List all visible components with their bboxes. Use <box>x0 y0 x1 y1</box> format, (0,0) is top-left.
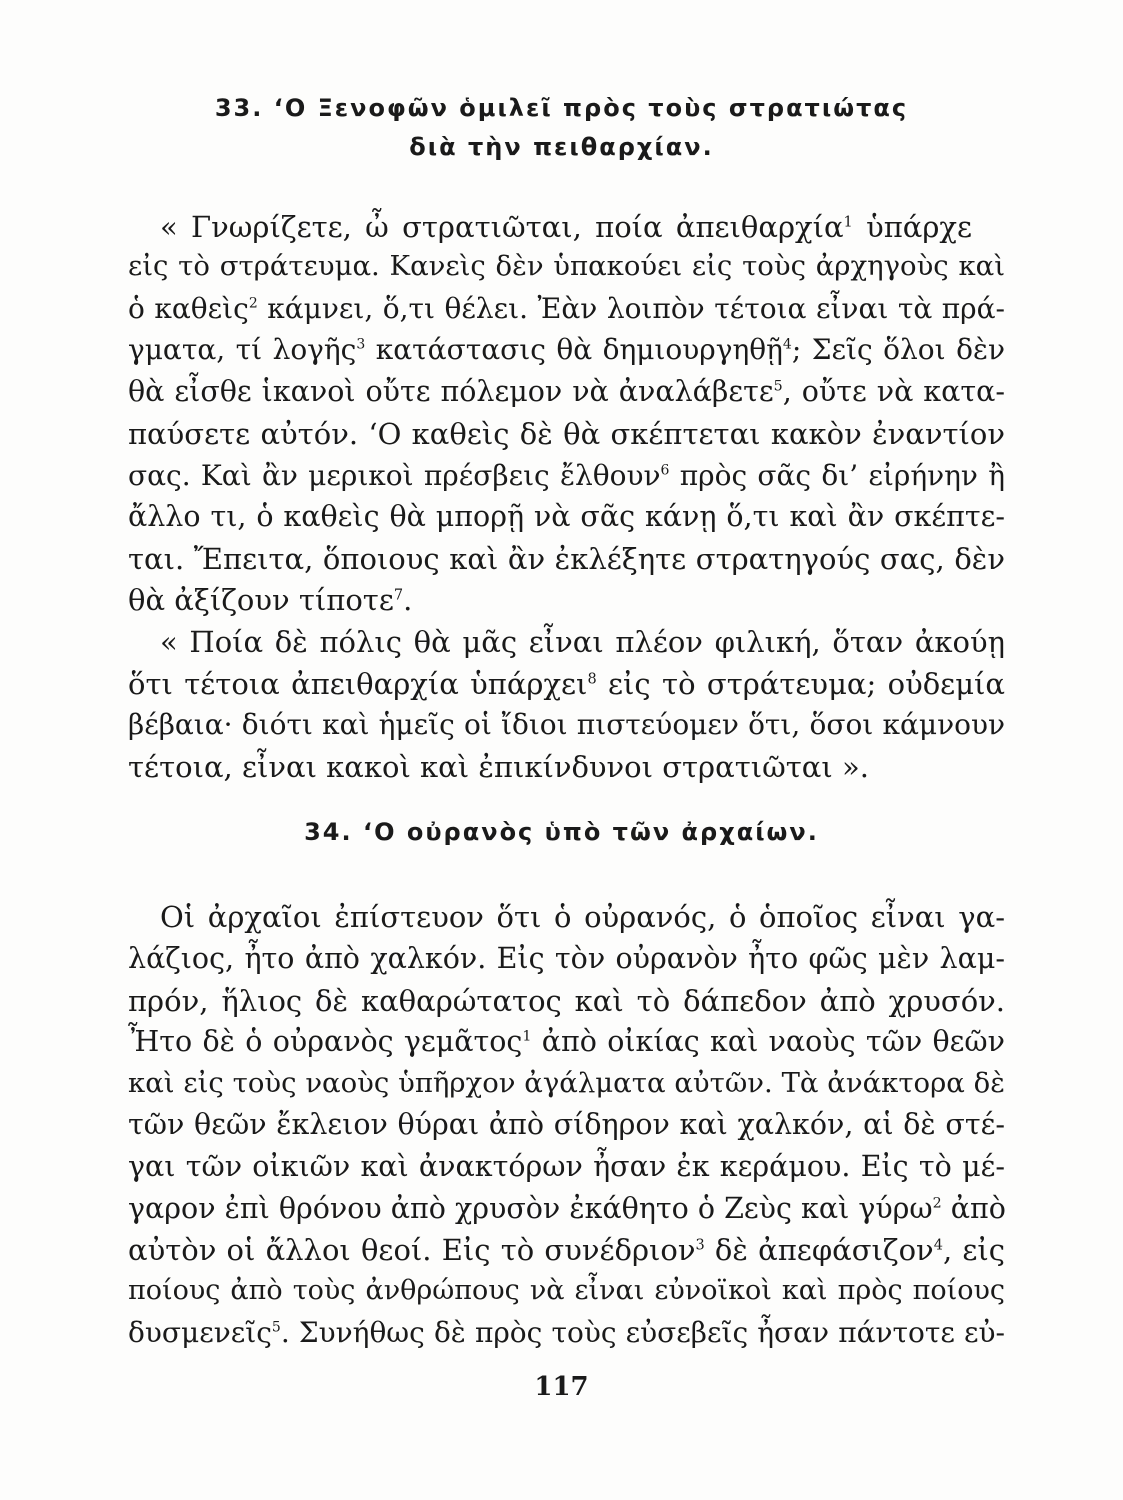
text-line: σας. Καὶ ἂν μερικοὶ πρέσβεις ἔλθουν$^6$ πρὸς σᾶς δι’ εἰρήνην ἢ <box>128 459 1005 492</box>
text-line: « Γνωρίζετε, ὦ στρατιῶται, ποία ἀπειθαρχία$^1$ ὑπάρχε <box>160 210 972 244</box>
text-line: εἰς τὸ στράτευμα. Κανεὶς δὲν ὑπακούει εἰς τοὺς ἀρχηγοὺς καὶ <box>128 250 1005 282</box>
section-34-title: 34. ‘Ο οὐρανὸς ὑπὸ τῶν ἀρχαίων. <box>304 818 819 846</box>
text-line: Οἱ ἀρχαῖοι ἐπίστευον ὅτι ὁ οὐρανός, ὁ ὁποῖος εἶναι γα- <box>160 900 1005 934</box>
text-line: δυσμενεῖς$^5$. Συνήθως δὲ πρὸς τοὺς εὐσεβεῖς ἦσαν πάντοτε εὐ- <box>128 1316 1005 1349</box>
section-33-title: 33. ‘Ο Ξενοφῶν ὁμιλεῖ πρὸς τοὺς στρατιώτας <box>214 94 909 122</box>
text-line: λάζιος, ἦτο ἀπὸ χαλκόν. Εἰς τὸν οὐρανὸν ἦτο φῶς μὲν λαμ- <box>128 942 1005 975</box>
text-line: ποίους ἀπὸ τοὺς ἀνθρώπους νὰ εἶναι εὐνοϊκοὶ καὶ πρὸς ποίους <box>128 1275 1005 1306</box>
text-line: ὁ καθεὶς$^2$ κάμνει, ὅ,τι θέλει. Ἐὰν λοιπὸν τέτοια εἶναι τὰ πρά- <box>128 292 1005 325</box>
text-line: αὐτὸν οἱ ἄλλοι θεοί. Εἰς τὸ συνέδριον$^3$ δὲ ἀπεφάσιζον$^4$, εἰς <box>128 1233 1006 1267</box>
section-33-title-continued: διὰ τὴν πειθαρχίαν. <box>409 133 714 161</box>
text-line: θὰ εἶσθε ἱκανοὶ οὔτε πόλεμον νὰ ἀναλάβετε$^5$, οὔτε νὰ κατα- <box>128 375 1005 408</box>
text-line: καὶ εἰς τοὺς ναοὺς ὑπῆρχον ἀγάλματα αὐτῶν. Τὰ ἀνάκτορα δὲ <box>128 1067 1005 1099</box>
text-line: παύσετε αὐτόν. ‘Ο καθεὶς δὲ θὰ σκέπτεται κακὸν ἐναντίον <box>128 417 1005 451</box>
text-line: θὰ ἀξίζουν τίποτε$^7$. <box>128 583 413 617</box>
page-number: 117 <box>534 1372 589 1402</box>
text-line: γματα, τί λογῆς$^3$ κατάστασις θὰ δημιουργηθῇ$^4$; Σεῖς ὅλοι δὲν <box>128 333 1005 366</box>
text-line: Ἦτο δὲ ὁ οὐρανὸς γεμᾶτος$^1$ ἀπὸ οἰκίας καὶ ναοὺς τῶν θεῶν <box>128 1025 1005 1058</box>
text-line: « Ποία δὲ πόλις θὰ μᾶς εἶναι πλέον φιλική, ὅταν ἀκούῃ <box>160 625 1005 659</box>
text-line: βέβαια· διότι καὶ ἡμεῖς οἱ ἴδιοι πιστεύομεν ὅτι, ὅσοι κάμνουν <box>128 708 1005 741</box>
text-line: ἄλλο τι, ὁ καθεὶς θὰ μπορῇ νὰ σᾶς κάνῃ ὅ,τι καὶ ἂν σκέπτε- <box>128 500 1005 533</box>
text-line: ὅτι τέτοια ἀπειθαρχία ὑπάρχει$^8$ εἰς τὸ στράτευμα; οὐδεμία <box>128 667 1005 701</box>
text-line: τέτοια, εἶναι κακοὶ καὶ ἐπικίνδυνοι στρατιῶται ». <box>128 750 869 784</box>
text-line: τῶν θεῶν ἔκλειον θύραι ἀπὸ σίδηρον καὶ χαλκόν, αἱ δὲ στέ- <box>128 1108 1005 1141</box>
text-line: πρόν, ἥλιος δὲ καθαρώτατος καὶ τὸ δάπεδον ἀπὸ χρυσόν. <box>128 984 1005 1018</box>
text-line: ται. Ἔπειτα, ὅποιους καὶ ἂν ἐκλέξητε στρατηγούς σας, δὲν <box>128 542 1005 576</box>
text-line: γαρον ἐπὶ θρόνου ἀπὸ χρυσὸν ἐκάθητο ὁ Ζεὺς καὶ γύρω$^2$ ἀπὸ <box>128 1192 1006 1225</box>
text-line: γαι τῶν οἰκιῶν καὶ ἀνακτόρων ἦσαν ἐκ κεράμου. Εἰς τὸ μέ- <box>128 1150 1005 1183</box>
